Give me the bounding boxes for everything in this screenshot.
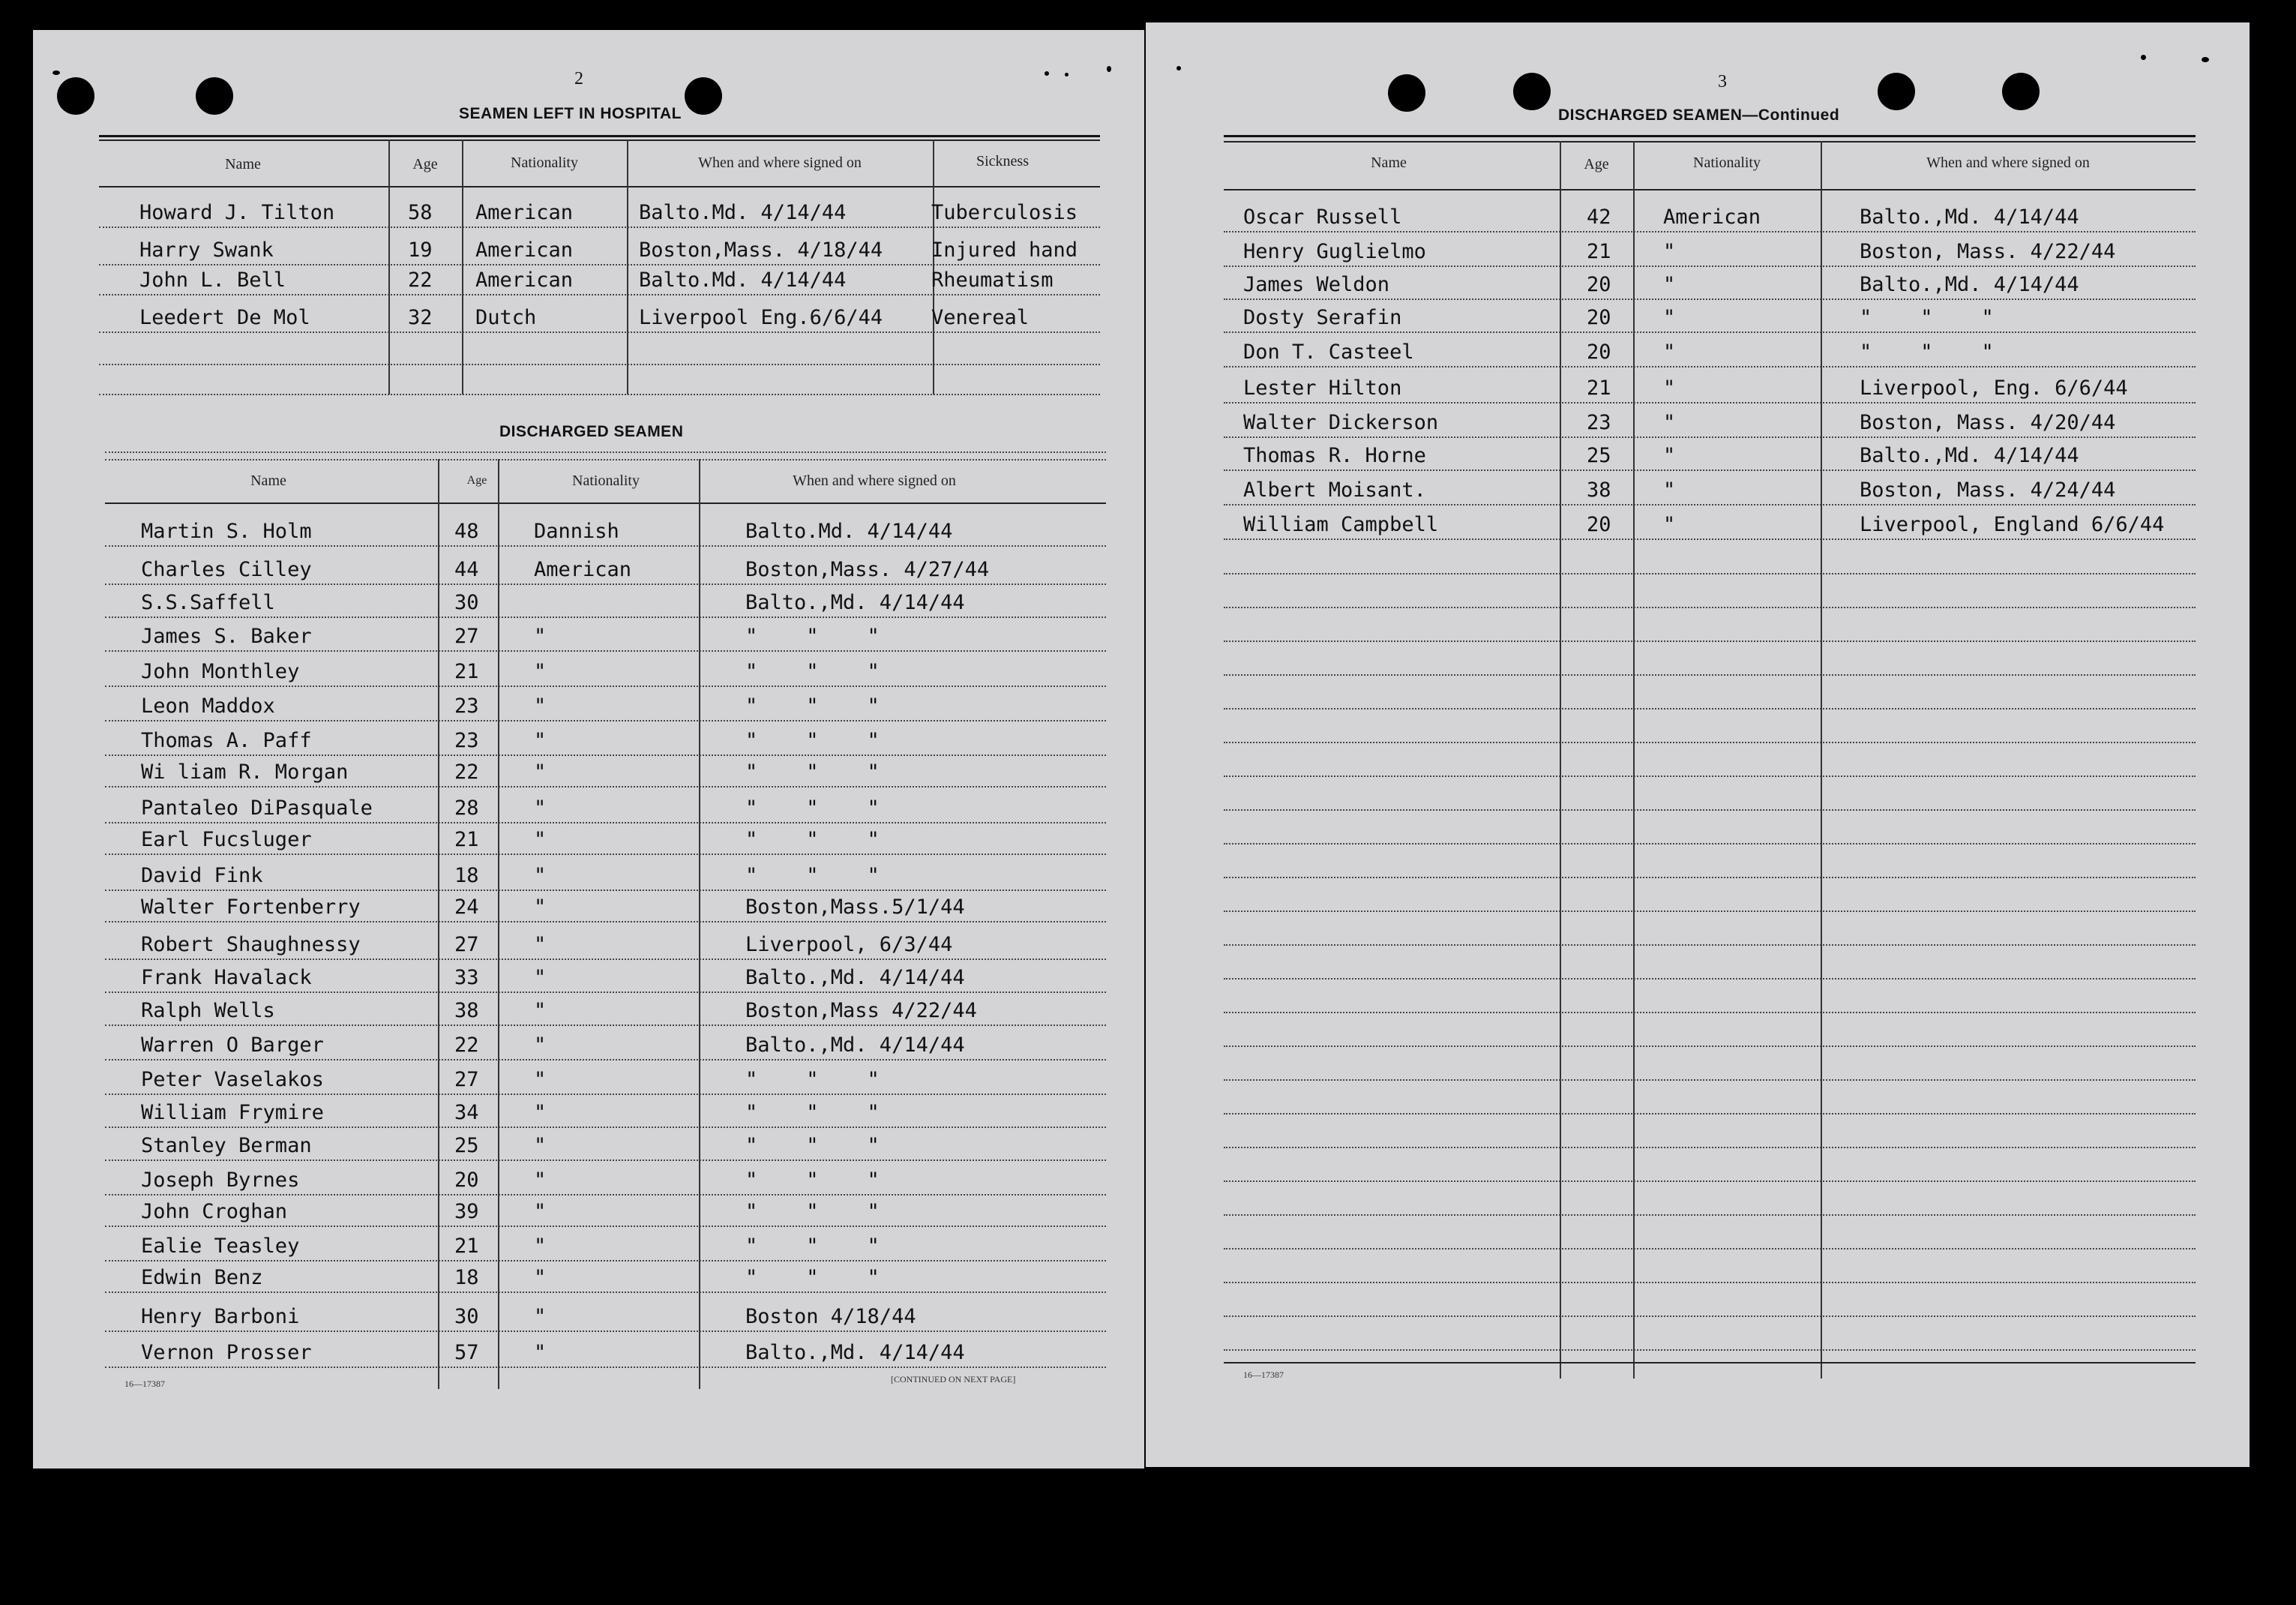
signed-on: Balto.,Md. 4/14/44 <box>745 591 965 614</box>
signed-on: " " " <box>745 828 880 851</box>
signed-on: Balto.,Md. 4/14/44 <box>1860 273 2079 296</box>
column-header: When and where signed on <box>698 154 862 171</box>
seaman-age: 23 <box>454 729 479 752</box>
empty-row-rule <box>1224 1316 2196 1317</box>
seaman-name: Walter Fortenberry <box>141 896 361 919</box>
empty-row-rule <box>1224 1248 2196 1250</box>
seaman-age: 21 <box>1587 240 1611 263</box>
signed-on: Liverpool, 6/3/44 <box>745 933 953 956</box>
empty-row-rule <box>1224 1046 2196 1047</box>
seaman-name: S.S.Saffell <box>141 591 275 614</box>
row-rule <box>99 226 1100 228</box>
row-rule <box>105 1194 1106 1196</box>
seaman-age: 20 <box>1587 273 1611 296</box>
signed-on: " " " <box>745 1134 880 1157</box>
row-rule <box>105 822 1106 824</box>
seaman-nationality: " <box>534 828 547 851</box>
seaman-nationality: " <box>534 1168 547 1192</box>
column-header: Nationality <box>511 154 578 171</box>
empty-row-rule <box>1224 1113 2196 1114</box>
speck <box>1176 66 1181 70</box>
seaman-name: Henry Barboni <box>141 1305 300 1328</box>
signed-on: Balto.,Md. 4/14/44 <box>745 1341 965 1364</box>
seaman-name: Vernon Prosser <box>141 1341 312 1364</box>
seaman-name: Charles Cilley <box>141 558 312 581</box>
row-rule <box>105 584 1106 585</box>
seaman-nationality: American <box>475 201 574 224</box>
binder-hole <box>57 77 94 115</box>
speck <box>1107 66 1111 72</box>
seaman-name: Henry Guglielmo <box>1243 240 1426 263</box>
seaman-nationality: " <box>534 1200 547 1223</box>
empty-row-rule <box>1224 1012 2196 1013</box>
row-rule <box>99 264 1100 266</box>
seaman-name: Wi liam R. Morgan <box>141 760 349 784</box>
row-rule <box>105 958 1106 960</box>
signed-on: Boston,Mass.5/1/44 <box>745 896 965 919</box>
row-rule <box>1224 504 2196 506</box>
signed-on: Liverpool, England 6/6/44 <box>1860 513 2165 536</box>
seaman-name: Lester Hilton <box>1243 376 1402 400</box>
seaman-name: Pantaleo DiPasquale <box>141 796 373 820</box>
seaman-name: Frank Havalack <box>141 966 312 989</box>
column-header: Sickness <box>976 153 1029 170</box>
row-rule <box>105 1226 1106 1227</box>
seaman-nationality: " <box>534 660 547 683</box>
seaman-age: 27 <box>454 1068 479 1091</box>
signed-on: " " " <box>745 660 880 683</box>
seaman-nationality: " <box>1663 240 1676 263</box>
seaman-age: 33 <box>454 966 479 989</box>
column-header: Nationality <box>1693 154 1761 171</box>
seaman-nationality: " <box>534 999 547 1022</box>
empty-row-rule <box>1224 910 2196 912</box>
empty-row-rule <box>1224 1180 2196 1182</box>
seaman-nationality: " <box>534 966 547 989</box>
signed-on: " " " <box>745 1200 880 1223</box>
row-rule <box>105 1094 1106 1095</box>
row-rule <box>99 332 1100 333</box>
seaman-name: Thomas A. Paff <box>141 729 312 752</box>
empty-row-rule <box>1224 877 2196 878</box>
seaman-name: Don T. Casteel <box>1243 340 1414 364</box>
seaman-name: Ealie Teasley <box>141 1234 300 1258</box>
empty-row-rule <box>1224 978 2196 980</box>
seaman-nationality: " <box>534 729 547 752</box>
speck <box>52 70 60 75</box>
seaman-age: 27 <box>454 933 479 956</box>
seaman-nationality: American <box>534 558 632 581</box>
column-header: When and where signed on <box>1926 154 2090 171</box>
signed-on: " " " <box>745 864 880 887</box>
empty-row-rule <box>1224 742 2196 743</box>
column-header: Name <box>250 472 286 489</box>
row-rule <box>105 786 1106 788</box>
seaman-name: Peter Vaselakos <box>141 1068 324 1091</box>
seaman-nationality: " <box>534 760 547 784</box>
row-rule <box>105 1126 1106 1128</box>
signed-on: " " " <box>745 625 880 648</box>
signed-on: " " " <box>1860 340 1994 364</box>
empty-row-rule <box>1224 809 2196 811</box>
seaman-nationality: " <box>534 625 547 648</box>
sickness: Venereal <box>931 306 1030 329</box>
table-rule <box>105 459 1106 460</box>
seaman-name: Thomas R. Horne <box>1243 444 1426 467</box>
binder-hole <box>1388 74 1425 112</box>
seaman-name: David Fink <box>141 864 263 887</box>
signed-on: Balto.Md. 4/14/44 <box>745 520 953 543</box>
seaman-age: 30 <box>454 591 479 614</box>
column-divider <box>699 459 700 1389</box>
seaman-age: 44 <box>454 558 479 581</box>
binder-hole <box>2002 73 2040 110</box>
seaman-name: James Weldon <box>1243 273 1390 296</box>
row-rule <box>1224 231 2196 232</box>
seaman-age: 28 <box>454 796 479 820</box>
signed-on: Boston, Mass. 4/22/44 <box>1860 240 2116 263</box>
seaman-nationality: " <box>1663 273 1676 296</box>
column-header: Age <box>1584 156 1609 172</box>
speck <box>1045 71 1049 76</box>
seaman-nationality: American <box>1663 206 1761 229</box>
row-rule <box>1224 402 2196 404</box>
empty-row-rule <box>1224 1214 2196 1216</box>
seaman-nationality: " <box>1663 478 1676 502</box>
seaman-nationality: " <box>1663 444 1676 467</box>
row-rule <box>105 1330 1106 1332</box>
seaman-age: 20 <box>1587 513 1611 536</box>
seaman-name: Albert Moisant. <box>1243 478 1426 502</box>
row-rule <box>105 854 1106 855</box>
empty-row-rule <box>1224 607 2196 608</box>
seaman-nationality: American <box>475 238 574 262</box>
signed-on: " " " <box>745 1234 880 1258</box>
seaman-name: Martin S. Holm <box>141 520 312 543</box>
row-rule <box>105 1292 1106 1293</box>
seaman-name: James S. Baker <box>141 625 312 648</box>
column-header: Age <box>466 474 487 487</box>
left-page <box>33 30 1144 1468</box>
row-rule <box>1224 266 2196 267</box>
table-rule <box>105 452 1106 453</box>
empty-row-rule <box>1224 708 2196 710</box>
empty-row-rule <box>1224 1079 2196 1081</box>
seaman-age: 20 <box>1587 340 1611 364</box>
seaman-age: 18 <box>454 864 479 887</box>
seaman-age: 32 <box>408 306 433 329</box>
seaman-name: Warren O Barger <box>141 1034 324 1057</box>
row-rule <box>1224 366 2196 368</box>
seaman-age: 24 <box>454 896 479 919</box>
seaman-name: John Monthley <box>141 660 300 683</box>
seaman-nationality: " <box>534 933 547 956</box>
seaman-age: 22 <box>454 760 479 784</box>
right-page <box>1146 22 2250 1467</box>
row-rule <box>1224 298 2196 300</box>
binder-hole <box>685 77 722 115</box>
seaman-age: 22 <box>454 1034 479 1057</box>
table-rule <box>99 140 1100 141</box>
seaman-age: 25 <box>454 1134 479 1157</box>
form-number: 16—17387 <box>1243 1370 1284 1380</box>
row-rule <box>105 992 1106 993</box>
binder-hole <box>1878 73 1915 110</box>
seaman-nationality: " <box>534 1034 547 1057</box>
row-rule <box>105 1059 1106 1060</box>
row-rule <box>99 364 1100 365</box>
discharged-section-title: DISCHARGED SEAMEN <box>499 423 684 440</box>
row-rule <box>105 1260 1106 1262</box>
seaman-nationality: " <box>534 896 547 919</box>
seaman-name: Stanley Berman <box>141 1134 312 1157</box>
signed-on: " " " <box>745 1101 880 1124</box>
row-rule <box>105 921 1106 922</box>
signed-on: Balto.Md. 4/14/44 <box>639 201 847 224</box>
seaman-nationality: " <box>534 1341 547 1364</box>
seaman-age: 58 <box>408 201 433 224</box>
row-rule <box>105 686 1106 687</box>
table-rule <box>99 186 1100 188</box>
seaman-age: 25 <box>1587 444 1611 467</box>
column-divider <box>388 140 390 394</box>
seaman-age: 42 <box>1587 206 1611 229</box>
row-rule <box>105 720 1106 722</box>
table-rule <box>1224 141 2196 142</box>
speck <box>1065 73 1069 76</box>
table-rule <box>105 502 1106 504</box>
seaman-nationality: " <box>1663 306 1676 329</box>
seaman-name: Howard J. Tilton <box>139 201 335 224</box>
seaman-age: 21 <box>454 828 479 851</box>
seaman-age: 21 <box>1587 376 1611 400</box>
seaman-age: 38 <box>454 999 479 1022</box>
seaman-nationality: " <box>1663 376 1676 400</box>
signed-on: Balto.,Md. 4/14/44 <box>1860 444 2079 467</box>
signed-on: Boston,Mass 4/22/44 <box>745 999 977 1022</box>
seaman-nationality: " <box>534 864 547 887</box>
speck <box>2202 57 2209 62</box>
page-number: 3 <box>1718 72 1727 92</box>
row-rule <box>1224 436 2196 438</box>
seaman-name: Ralph Wells <box>141 999 275 1022</box>
signed-on: " " " <box>745 1266 880 1289</box>
signed-on: Boston,Mass. 4/18/44 <box>639 238 883 262</box>
row-rule <box>105 616 1106 618</box>
empty-row-rule <box>1224 640 2196 642</box>
seaman-age: 27 <box>454 625 479 648</box>
column-divider <box>1821 141 1822 1378</box>
row-rule <box>1224 332 2196 333</box>
seaman-nationality: " <box>534 694 547 718</box>
column-header: Name <box>225 156 261 172</box>
seaman-name: Leon Maddox <box>141 694 275 718</box>
speck <box>2141 55 2146 60</box>
binder-hole <box>1513 73 1551 110</box>
seaman-age: 18 <box>454 1266 479 1289</box>
seaman-age: 19 <box>408 238 433 262</box>
seaman-name: John Croghan <box>141 1200 288 1223</box>
seaman-nationality: " <box>1663 513 1676 536</box>
seaman-age: 30 <box>454 1305 479 1328</box>
column-divider <box>498 459 499 1389</box>
signed-on: Boston,Mass. 4/27/44 <box>745 558 990 581</box>
seaman-name: William Campbell <box>1243 513 1439 536</box>
signed-on: " " " <box>745 1168 880 1192</box>
seaman-nationality: American <box>475 268 574 292</box>
signed-on: Liverpool, Eng. 6/6/44 <box>1860 376 2128 400</box>
signed-on: Balto.,Md. 4/14/44 <box>1860 206 2079 229</box>
signed-on: Boston 4/18/44 <box>745 1305 916 1328</box>
row-rule <box>105 1366 1106 1368</box>
row-rule <box>105 754 1106 756</box>
signed-on: " " " <box>745 694 880 718</box>
seaman-nationality: " <box>534 1068 547 1091</box>
row-rule <box>99 394 1100 395</box>
speck <box>627 1570 631 1574</box>
seaman-nationality: " <box>1663 340 1676 364</box>
form-number: 16—17387 <box>124 1378 165 1389</box>
seaman-age: 39 <box>454 1200 479 1223</box>
continued-note: [CONTINUED ON NEXT PAGE] <box>891 1374 1016 1384</box>
column-header: Name <box>1371 154 1407 171</box>
seaman-age: 20 <box>454 1168 479 1192</box>
seaman-nationality: " <box>534 1266 547 1289</box>
signed-on: Liverpool Eng.6/6/44 <box>639 306 883 329</box>
seaman-name: Edwin Benz <box>141 1266 263 1289</box>
row-rule <box>105 650 1106 652</box>
empty-row-rule <box>1224 944 2196 946</box>
signed-on: " " " <box>745 760 880 784</box>
discharged-continued-title: DISCHARGED SEAMEN—Continued <box>1558 106 1840 124</box>
seaman-age: 23 <box>1587 411 1611 434</box>
empty-row-rule <box>1224 1349 2196 1351</box>
signed-on: " " " <box>1860 306 1994 329</box>
seaman-name: Dosty Serafin <box>1243 306 1402 329</box>
seaman-nationality: " <box>1663 411 1676 434</box>
seaman-name: Oscar Russell <box>1243 206 1402 229</box>
seaman-name: Earl Fucsluger <box>141 828 312 851</box>
column-header: Nationality <box>572 472 640 489</box>
table-rule <box>1224 1362 2196 1364</box>
seaman-age: 21 <box>454 660 479 683</box>
signed-on: Boston, Mass. 4/24/44 <box>1860 478 2116 502</box>
row-rule <box>105 545 1106 547</box>
sickness: Tuberculosis <box>931 201 1078 224</box>
column-divider <box>1633 141 1635 1378</box>
table-rule <box>1224 135 2196 137</box>
column-header: Age <box>412 156 438 172</box>
row-rule <box>105 1160 1106 1161</box>
empty-row-rule <box>1224 1147 2196 1148</box>
sickness: Rheumatism <box>931 268 1054 292</box>
seaman-name: Joseph Byrnes <box>141 1168 300 1192</box>
seaman-age: 34 <box>454 1101 479 1124</box>
column-divider <box>627 140 628 394</box>
column-header: When and where signed on <box>793 472 956 489</box>
seaman-nationality: Dutch <box>475 306 537 329</box>
seaman-age: 38 <box>1587 478 1611 502</box>
seaman-age: 48 <box>454 520 479 543</box>
empty-row-rule <box>1224 1282 2196 1283</box>
signed-on: " " " <box>745 796 880 820</box>
signed-on: " " " <box>745 1068 880 1091</box>
seaman-name: John L. Bell <box>139 268 286 292</box>
signed-on: Balto.,Md. 4/14/44 <box>745 1034 965 1057</box>
seaman-age: 57 <box>454 1341 479 1364</box>
seaman-nationality: " <box>534 1134 547 1157</box>
empty-row-rule <box>1224 776 2196 777</box>
signed-on: " " " <box>745 729 880 752</box>
table-rule <box>1224 189 2196 190</box>
binder-hole <box>196 77 233 115</box>
empty-row-rule <box>1224 843 2196 844</box>
seaman-name: Harry Swank <box>139 238 274 262</box>
seaman-age: 20 <box>1587 306 1611 329</box>
seaman-age: 21 <box>454 1234 479 1258</box>
column-divider <box>462 140 463 394</box>
seaman-nationality: " <box>534 1305 547 1328</box>
row-rule <box>1224 538 2196 540</box>
column-divider <box>438 459 439 1389</box>
seaman-nationality: Dannish <box>534 520 619 543</box>
seaman-age: 22 <box>408 268 433 292</box>
row-rule <box>1224 470 2196 471</box>
row-rule <box>105 1024 1106 1026</box>
empty-row-rule <box>1224 573 2196 574</box>
table-rule <box>99 135 1100 137</box>
hospital-section-title: SEAMEN LEFT IN HOSPITAL <box>459 105 682 122</box>
column-divider <box>1560 141 1561 1378</box>
column-divider <box>933 140 934 394</box>
seaman-name: Leedert De Mol <box>139 306 310 329</box>
seaman-nationality: " <box>534 796 547 820</box>
empty-row-rule <box>1224 674 2196 676</box>
seaman-nationality: " <box>534 1234 547 1258</box>
signed-on: Boston, Mass. 4/20/44 <box>1860 411 2116 434</box>
row-rule <box>105 890 1106 891</box>
seaman-nationality: " <box>534 1101 547 1124</box>
signed-on: Balto.,Md. 4/14/44 <box>745 966 965 989</box>
seaman-name: Walter Dickerson <box>1243 411 1439 434</box>
row-rule <box>99 294 1100 296</box>
seaman-name: Robert Shaughnessy <box>141 933 361 956</box>
signed-on: Balto.Md. 4/14/44 <box>639 268 847 292</box>
seaman-name: William Frymire <box>141 1101 324 1124</box>
page-number: 2 <box>574 69 583 88</box>
seaman-age: 23 <box>454 694 479 718</box>
sickness: Injured hand <box>931 238 1078 262</box>
